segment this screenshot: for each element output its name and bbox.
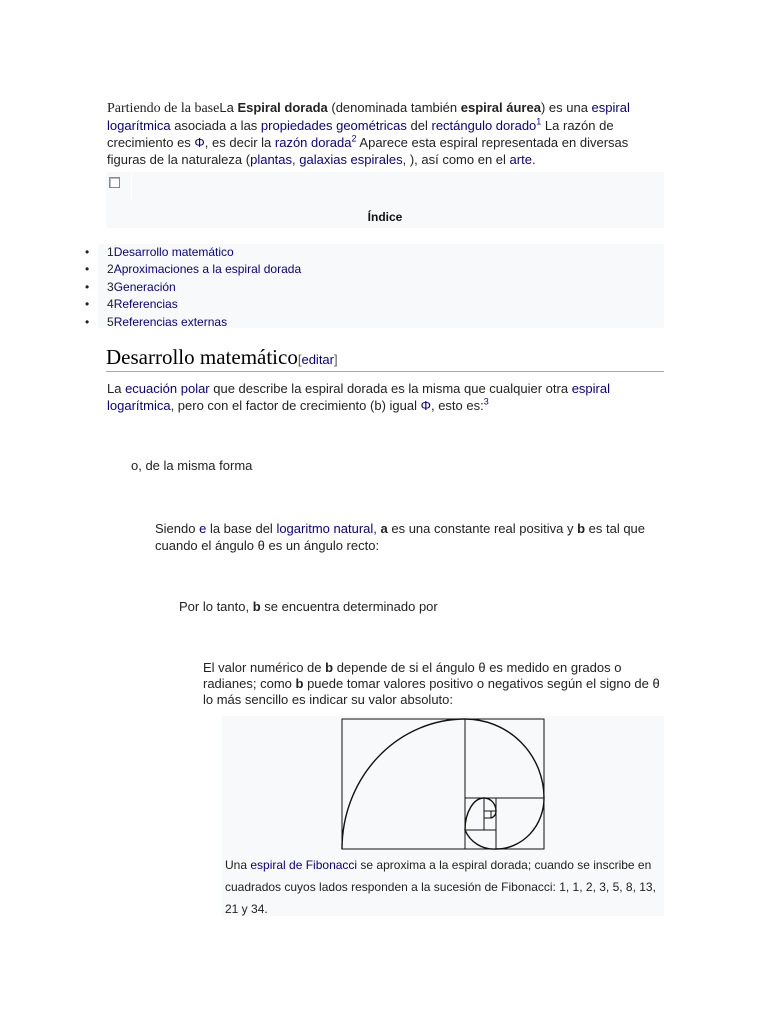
section-heading <box>106 343 664 372</box>
toc-list <box>98 244 664 328</box>
toc-header-box <box>106 172 664 228</box>
intro-text: , <box>292 152 300 167</box>
toc-item-5[interactable] <box>98 314 664 331</box>
link-espiral-de-fibonacci[interactable]: espiral de Fibonacci <box>250 858 358 872</box>
alt-form-paragraph: o, de la misma forma <box>131 458 253 473</box>
intro-text: , ), así como en el <box>402 152 510 167</box>
toc-item-number: 5 <box>107 314 114 329</box>
toc-item-number: 4 <box>107 297 114 312</box>
p3-text: es una constante real positiva y <box>387 521 578 536</box>
link-rectangulo-dorado[interactable]: rectángulo dorado <box>431 118 537 133</box>
p3-text: , <box>373 521 381 536</box>
toc-item-link[interactable]: Referencias externas <box>113 314 228 329</box>
intro-text: (denominada también <box>327 100 461 115</box>
definitions-paragraph <box>155 520 665 554</box>
intro-text: . <box>531 152 536 167</box>
link-plantas[interactable]: plantas <box>250 152 293 167</box>
toc-item-3[interactable] <box>98 279 664 296</box>
caption-text: se aproxima a la espiral dorada; cuando se inscribe en cuadrados cuyos lados responden a la sucesión de Fibonacci: 1, 1, 2, 3, 5, 8, 13, 21 y 34. <box>225 858 656 916</box>
toc-divider <box>131 172 132 200</box>
reference-link-1[interactable]: 1 <box>536 116 542 127</box>
toc-item-number: 2 <box>107 262 114 277</box>
intro-bold-term: espiral áurea <box>460 100 541 115</box>
link-espiral-logaritmica-2[interactable]: espiral logarítmica <box>107 381 610 413</box>
numeric-value-paragraph <box>203 660 663 708</box>
p5-text: puede tomar valores positivo o negativos según el signo de θ lo más sencillo es indicar su valor absoluto: <box>203 676 660 707</box>
link-phi[interactable]: Φ <box>194 135 205 150</box>
determined-by-paragraph <box>179 598 438 615</box>
toc-item-link[interactable]: Referencias <box>113 297 178 312</box>
toc-item-1[interactable] <box>98 244 664 261</box>
intro-text: La razón de crecimiento es <box>107 118 614 150</box>
toc-item-link[interactable]: Desarrollo matemático <box>113 245 234 259</box>
p1-text: que describe la espiral dorada es la misma que cualquier otra <box>209 381 572 396</box>
p3-text: la base del <box>206 521 277 536</box>
variable-b: b <box>295 676 304 691</box>
intro-paragraph <box>107 99 647 168</box>
link-espiral-logaritmica[interactable]: espiral logarítmica <box>107 100 630 133</box>
reference-link-2[interactable]: 2 <box>351 133 357 144</box>
toc-item-number: 1 <box>107 245 114 259</box>
link-propiedades-geometricas[interactable]: propiedades geométricas <box>260 118 407 133</box>
p1-text: , pero con el factor de crecimiento (b) igual <box>170 398 421 413</box>
toc-item-4[interactable] <box>98 296 664 313</box>
link-logaritmo-natural[interactable]: logaritmo natural <box>276 521 374 536</box>
p3-text: es tal que cuando el ángulo θ es un ángulo recto: <box>155 521 646 553</box>
link-ecuacion-polar[interactable]: ecuación polar <box>125 381 210 396</box>
fibonacci-spiral-curve <box>342 719 544 849</box>
intro-text: Aparece esta espiral representada en diversas figuras de la naturaleza ( <box>107 135 629 167</box>
edit-section-bracket: [ <box>297 352 302 367</box>
intro-text: , es decir la <box>204 135 275 150</box>
toc-item-link[interactable]: Aproximaciones a la espiral dorada <box>113 262 302 277</box>
toc-item-2[interactable] <box>98 261 664 278</box>
link-arte[interactable]: arte <box>509 152 532 167</box>
intro-text: asociada a las <box>170 118 261 133</box>
p1-text: La <box>107 381 126 396</box>
toc-item-link[interactable]: Generación <box>113 279 176 294</box>
fibonacci-spiral-diagram <box>222 716 664 852</box>
p4-text: se encuentra determinado por <box>260 599 438 614</box>
variable-b: b <box>577 521 586 536</box>
caption-text: Una <box>225 858 251 872</box>
figure-caption <box>225 854 657 920</box>
p5-text: depende de si el ángulo θ es medido en grados o radianes; como <box>203 660 622 691</box>
intro-bold-term: Espiral dorada <box>237 100 328 115</box>
p1-text: , esto es: <box>430 398 484 413</box>
intro-lead-text: Partiendo de la base <box>107 101 220 116</box>
variable-b: b <box>252 599 261 614</box>
toc-title: Índice <box>367 210 403 224</box>
toc-item-number: 3 <box>107 279 114 294</box>
reference-link-3[interactable]: 3 <box>483 396 489 407</box>
p4-text: Por lo tanto, <box>179 599 253 614</box>
link-phi-2[interactable]: Φ <box>420 398 431 413</box>
p3-text: Siendo <box>155 521 200 536</box>
link-galaxias-espirales[interactable]: galaxias espirales <box>299 152 403 167</box>
toc-toggle-checkbox[interactable] <box>109 177 120 188</box>
intro-text: del <box>406 118 432 133</box>
edit-section-bracket: ] <box>334 352 338 367</box>
link-e[interactable]: e <box>199 521 207 536</box>
section-title: Desarrollo matemático <box>106 345 298 369</box>
intro-text: ) es una <box>540 100 592 115</box>
edit-section-link[interactable]: editar <box>301 352 334 367</box>
variable-b: b <box>325 660 334 675</box>
polar-equation-paragraph <box>107 380 637 414</box>
intro-text: La <box>219 100 238 115</box>
p5-text: El valor numérico de <box>203 660 326 675</box>
variable-a: a <box>380 521 388 536</box>
golden-rectangle-outline <box>342 719 544 849</box>
fibonacci-figure <box>222 716 664 916</box>
link-razon-dorada[interactable]: razón dorada <box>274 135 352 150</box>
